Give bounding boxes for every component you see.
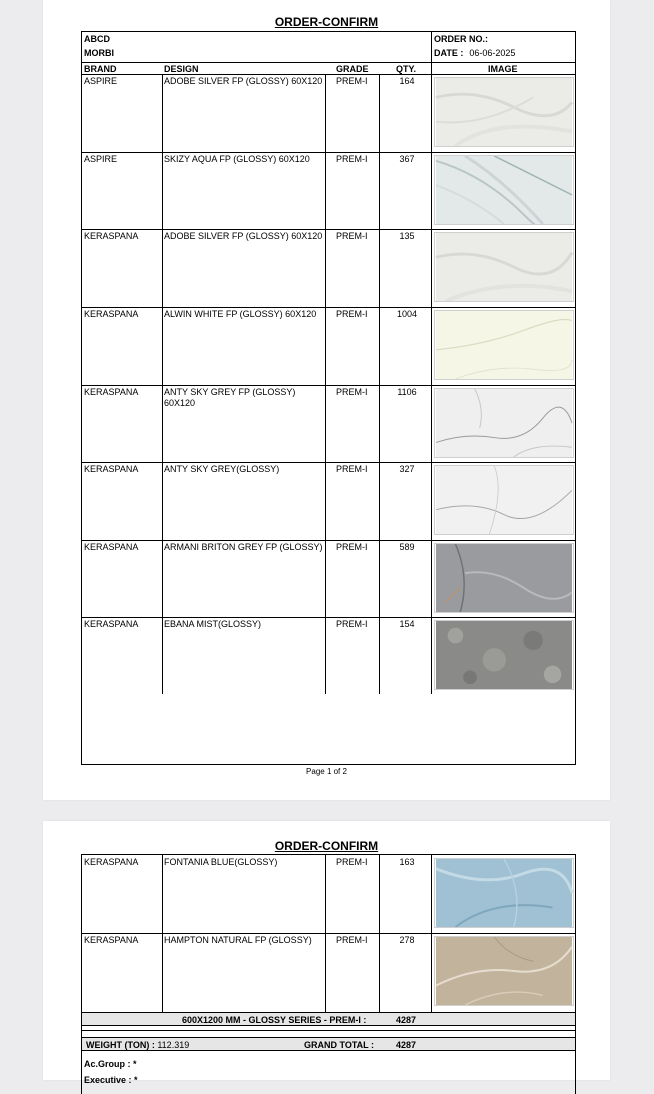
grade-cell: PREM-I — [336, 464, 368, 474]
qty-cell: 1106 — [397, 387, 417, 397]
divider — [82, 1030, 575, 1031]
design-cell: HAMPTON NATURAL FP (GLOSSY) — [164, 935, 312, 945]
brand-cell: KERASPANA — [84, 542, 139, 552]
col-header-image: IMAGE — [488, 64, 518, 74]
qty-cell: 278 — [399, 935, 415, 945]
divider — [82, 229, 575, 230]
brand-cell: ASPIRE — [84, 76, 118, 86]
design-cell: ANTY SKY GREY(GLOSSY) — [164, 464, 280, 474]
divider — [82, 74, 575, 75]
design-cell: SKIZY AQUA FP (GLOSSY) 60X120 — [164, 154, 310, 164]
fontania-blue-tile-image — [434, 858, 574, 928]
adobe-silver-tile-image — [434, 232, 574, 302]
divider — [82, 540, 575, 541]
page-number: Page 1 of 2 — [306, 767, 347, 776]
design-cell: ADOBE SILVER FP (GLOSSY) 60X120 — [164, 231, 323, 241]
qty-cell: 1004 — [396, 309, 418, 319]
totals-row — [82, 1037, 575, 1051]
weight-value: 112.319 — [157, 1040, 190, 1050]
divider — [82, 617, 575, 618]
subtotal-value: 4287 — [396, 1015, 417, 1025]
divider — [82, 462, 575, 463]
party-city: MORBI — [84, 48, 114, 58]
executive-label: Executive : * — [84, 1075, 138, 1085]
qty-cell: 327 — [399, 464, 415, 474]
qty-cell: 163 — [399, 857, 415, 867]
qty-cell: 367 — [399, 154, 415, 164]
grade-cell: PREM-I — [336, 935, 368, 945]
divider — [82, 307, 575, 308]
page-title: ORDER-CONFIRM — [274, 15, 379, 29]
grand-total-value: 4287 — [396, 1040, 417, 1050]
order-table — [81, 31, 576, 765]
grand-total-label: GRAND TOTAL : — [304, 1040, 374, 1050]
design-cell: FONTANIA BLUE(GLOSSY) — [164, 857, 278, 867]
qty-cell: 135 — [399, 231, 415, 241]
grade-cell: PREM-I — [336, 309, 368, 319]
brand-cell: KERASPANA — [84, 387, 139, 397]
weight-label: WEIGHT (TON) : 112.319 — [86, 1040, 190, 1050]
column-line — [325, 74, 326, 694]
col-header-qty: QTY. — [396, 64, 417, 74]
divider — [82, 933, 575, 934]
page-title: ORDER-CONFIRM — [274, 839, 379, 853]
order-no: ORDER NO.: — [434, 34, 488, 44]
divider — [82, 385, 575, 386]
col-header-design: DESIGN — [164, 64, 199, 74]
ebana-mist-tile-image — [434, 620, 574, 690]
anty-sky-grey-tile-image — [434, 465, 574, 535]
brand-cell: KERASPANA — [84, 231, 139, 241]
brand-cell: KERASPANA — [84, 309, 139, 319]
grade-cell: PREM-I — [336, 154, 368, 164]
design-cell: ARMANI BRITON GREY FP (GLOSSY) — [164, 542, 323, 552]
order-table — [81, 854, 576, 1094]
col-header-brand: BRAND — [84, 64, 117, 74]
order-date: DATE : 06-06-2025 — [434, 48, 516, 58]
qty-cell: 164 — [399, 76, 415, 86]
ac-group-label: Ac.Group : * — [84, 1059, 137, 1069]
design-cell: ADOBE SILVER FP (GLOSSY) 60X120 — [164, 76, 323, 86]
column-line — [162, 74, 163, 694]
brand-cell: ASPIRE — [84, 154, 118, 164]
grade-cell: PREM-I — [336, 542, 368, 552]
grade-cell: PREM-I — [336, 231, 368, 241]
hampton-natural-tile-image — [434, 936, 574, 1006]
column-line — [379, 74, 380, 694]
design-cell: ALWIN WHITE FP (GLOSSY) 60X120 — [164, 309, 317, 319]
brand-cell: KERASPANA — [84, 935, 139, 945]
subtotal-label: 600X1200 MM - GLOSSY SERIES - PREM-I : — [182, 1015, 367, 1025]
divider — [82, 62, 575, 63]
anty-sky-grey-tile-image — [434, 388, 574, 458]
col-header-grade: GRADE — [336, 64, 369, 74]
order-date-value: 06-06-2025 — [469, 48, 516, 58]
party-name: ABCD — [84, 34, 110, 44]
grade-cell: PREM-I — [336, 857, 368, 867]
design-cell: EBANA MIST(GLOSSY) — [164, 619, 262, 629]
brand-cell: KERASPANA — [84, 464, 139, 474]
grade-cell: PREM-I — [336, 619, 368, 629]
qty-cell: 154 — [399, 619, 415, 629]
grade-cell: PREM-I — [336, 76, 368, 86]
alwin-white-tile-image — [434, 310, 574, 380]
document-page-1 — [43, 0, 610, 800]
skizy-aqua-tile-image — [434, 155, 574, 225]
qty-cell: 589 — [399, 542, 415, 552]
armani-briton-grey-tile-image — [434, 543, 574, 613]
adobe-silver-tile-image — [434, 77, 574, 147]
brand-cell: KERASPANA — [84, 619, 139, 629]
grade-cell: PREM-I — [336, 387, 368, 397]
document-page-2 — [43, 821, 610, 1085]
divider — [82, 152, 575, 153]
series-subtotal-row — [82, 1012, 575, 1026]
header-divider — [431, 32, 432, 62]
brand-cell: KERASPANA — [84, 857, 139, 867]
design-cell: ANTY SKY GREY FP (GLOSSY) 60X120 — [164, 387, 296, 408]
